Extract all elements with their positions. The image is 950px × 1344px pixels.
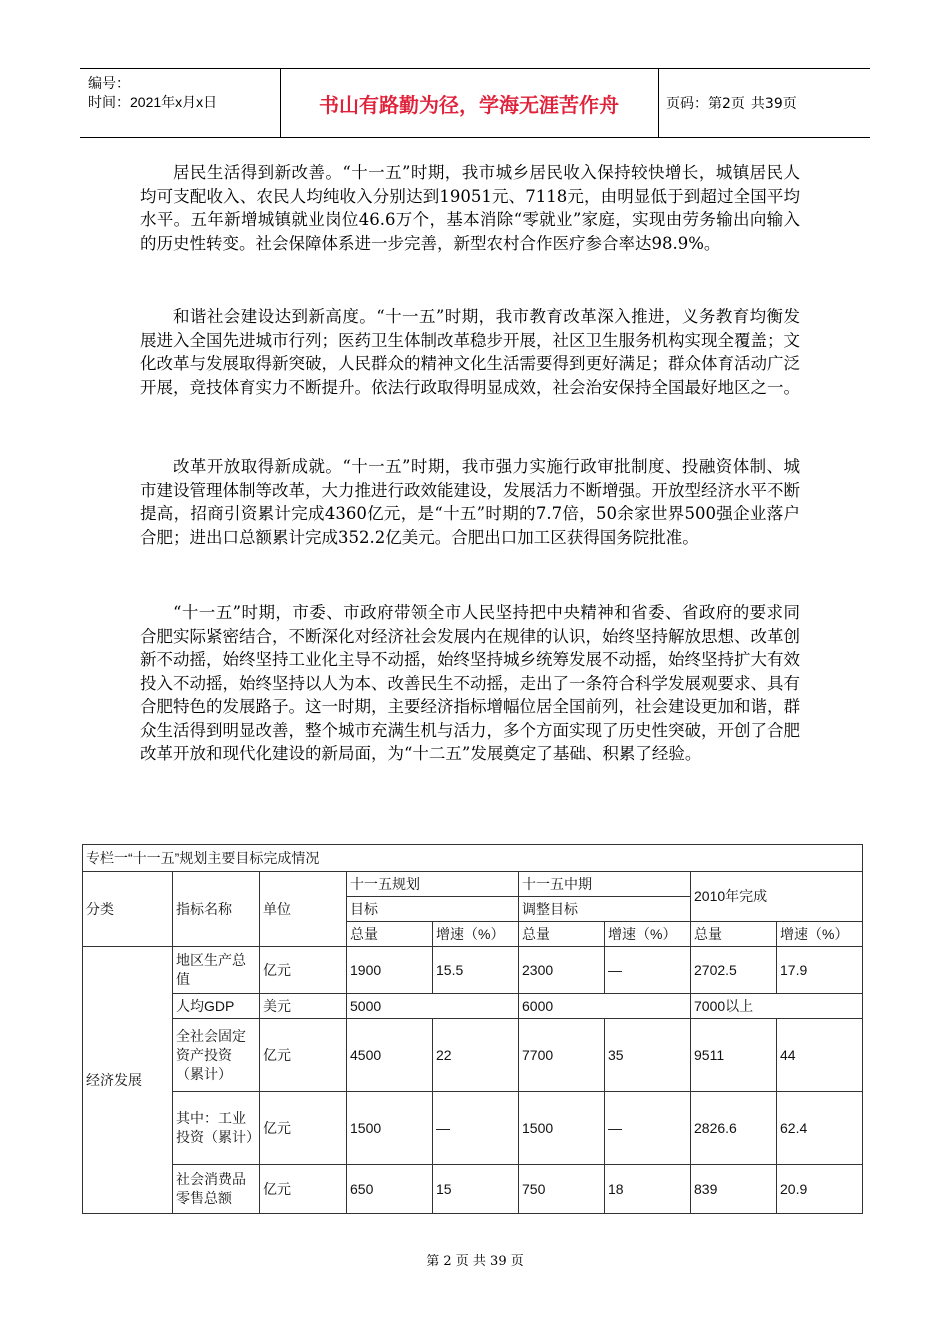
targets-table (82, 844, 863, 1214)
table-row (83, 994, 863, 1019)
header-done-total: 总量 (691, 922, 777, 947)
row-mid-growth: — (605, 1092, 691, 1165)
header-done-growth: 增速（%） (777, 922, 863, 947)
table-row (83, 1019, 863, 1092)
header-motto-cell (280, 69, 659, 137)
paragraph-summary: “十一五”时期，市委、市政府带领全市人民坚持把中央精神和省委、省政府的要求同合肥实际紧密结合，不断深化对经济社会发展内在规律的认识，始终坚持解放思想、改革创新不动摇，始终坚持工业化主导不动摇，始终坚持城乡统筹发展不动摇，始终坚持扩大有效投入不动摇，始终坚持以人为本、改善民生不动摇，走出了一条符合科学发展观要求、具有合肥特色的发展路子。这一时期，主要经济指标增幅位居全国前列，社会建设更加和谐，群众生活得到明显改善，整个城市充满生机与活力，多个方面实现了历史性突破，开创了合肥改革开放和现代化建设的新局面，为“十二五”发展奠定了基础、积累了经验。 (140, 603, 800, 763)
row-unit: 亿元 (260, 947, 347, 994)
header-mid: 十一五中期 (519, 872, 691, 897)
row-mid-growth: 18 (605, 1165, 691, 1214)
row-mid-total: 750 (519, 1165, 605, 1214)
row-done-growth: 17.9 (777, 947, 863, 994)
header-unit: 单位 (260, 872, 347, 947)
header-page-info (658, 69, 878, 137)
row-name: 其中：工业投资（累计） (173, 1092, 260, 1165)
row-done-total: 2826.6 (691, 1092, 777, 1165)
header-plan-total: 总量 (347, 922, 433, 947)
row-unit: 亿元 (260, 1165, 347, 1214)
header-category: 分类 (83, 872, 173, 947)
header-motto: 书山有路勤为径，学海无涯苦作舟 (319, 92, 619, 117)
category-econ: 经济发展 (83, 947, 173, 1214)
row-plan-growth: — (433, 1092, 519, 1165)
row-done-growth: 44 (777, 1019, 863, 1092)
table-row (83, 947, 863, 994)
row-name: 人均GDP (173, 994, 260, 1019)
header-mid-sub: 调整目标 (519, 897, 691, 922)
header-indicator: 指标名称 (173, 872, 260, 947)
page-footer: 第 2 页 共 39 页 (426, 1254, 524, 1269)
row-plan-growth: 22 (433, 1019, 519, 1092)
row-done-total: 2702.5 (691, 947, 777, 994)
row-mid-growth: — (605, 947, 691, 994)
row-plan-total: 650 (347, 1165, 433, 1214)
header-number-label: 编号： (88, 75, 130, 91)
row-plan-total: 1500 (347, 1092, 433, 1165)
row-done-growth: 20.9 (777, 1165, 863, 1214)
table-row (83, 1092, 863, 1165)
paragraph-harmonious-society: 和谐社会建设达到新高度。“十一五”时期，我市教育改革深入推进，义务教育均衡发展进入全国先进城市行列；医药卫生体制改革稳步开展，社区卫生服务机构实现全覆盖；文化改革与发展取得新突破，人民群众的精神文化生活需要得到更好满足；群众体育活动广泛开展，竞技体育实力不断提升。依法行政取得明显成效，社会治安保持全国最好地区之一。 (140, 307, 800, 397)
row-plan-total: 1900 (347, 947, 433, 994)
header-time-label: 时间：2021年x月x日 (88, 94, 218, 110)
header-page-total: 共39页 (750, 96, 797, 112)
row-name: 社会消费品零售总额 (173, 1165, 260, 1214)
row-name: 地区生产总值 (173, 947, 260, 994)
paragraph-living-standards: 居民生活得到新改善。“十一五”时期，我市城乡居民收入保持较快增长，城镇居民人均可支配收入、农民人均纯收入分别达到19051元、7118元，由明显低于到超过全国平均水平。五年新增城镇就业岗位46.6万个，基本消除“零就业”家庭，实现由劳务输出向输入的历史性转变。社会保障体系进一步完善，新型农村合作医疗参合率达98.9%。 (140, 163, 800, 253)
row-unit: 美元 (260, 994, 347, 1019)
page-header (80, 68, 870, 138)
row-plan-growth: 15 (433, 1165, 519, 1214)
row-unit: 亿元 (260, 1092, 347, 1165)
row-unit: 亿元 (260, 1019, 347, 1092)
row-mid-growth: 35 (605, 1019, 691, 1092)
table-row (83, 1165, 863, 1214)
row-mid-total: 7700 (519, 1019, 605, 1092)
header-page-number: 页码：第2页 (666, 96, 745, 112)
table-title: 专栏一“十一五”规划主要目标完成情况 (83, 845, 863, 872)
paragraph-reform-opening: 改革开放取得新成就。“十一五”时期，我市强力实施行政审批制度、投融资体制、城市建设管理体制等改革，大力推进行政效能建设，发展活力不断增强。开放型经济水平不断提高，招商引资累计完成4360亿元，是“十五”时期的7.7倍，50余家世界500强企业落户合肥；进出口总额累计完成352.2亿美元。合肥出口加工区获得国务院批准。 (140, 457, 800, 547)
row-mid-total: 2300 (519, 947, 605, 994)
header-mid-total: 总量 (519, 922, 605, 947)
header-plan-sub: 目标 (347, 897, 519, 922)
row-done-growth: 62.4 (777, 1092, 863, 1165)
row-plan-total: 5000 (347, 994, 519, 1019)
header-meta (80, 69, 281, 137)
row-done-total: 9511 (691, 1019, 777, 1092)
header-plan: 十一五规划 (347, 872, 519, 897)
row-mid-total: 1500 (519, 1092, 605, 1165)
row-done-total: 7000以上 (691, 994, 863, 1019)
row-name: 全社会固定资产投资（累计） (173, 1019, 260, 1092)
header-mid-growth: 增速（%） (605, 922, 691, 947)
row-plan-total: 4500 (347, 1019, 433, 1092)
row-done-total: 839 (691, 1165, 777, 1214)
row-plan-growth: 15.5 (433, 947, 519, 994)
header-plan-growth: 增速（%） (433, 922, 519, 947)
header-done: 2010年完成 (691, 872, 863, 922)
row-mid-total: 6000 (519, 994, 691, 1019)
